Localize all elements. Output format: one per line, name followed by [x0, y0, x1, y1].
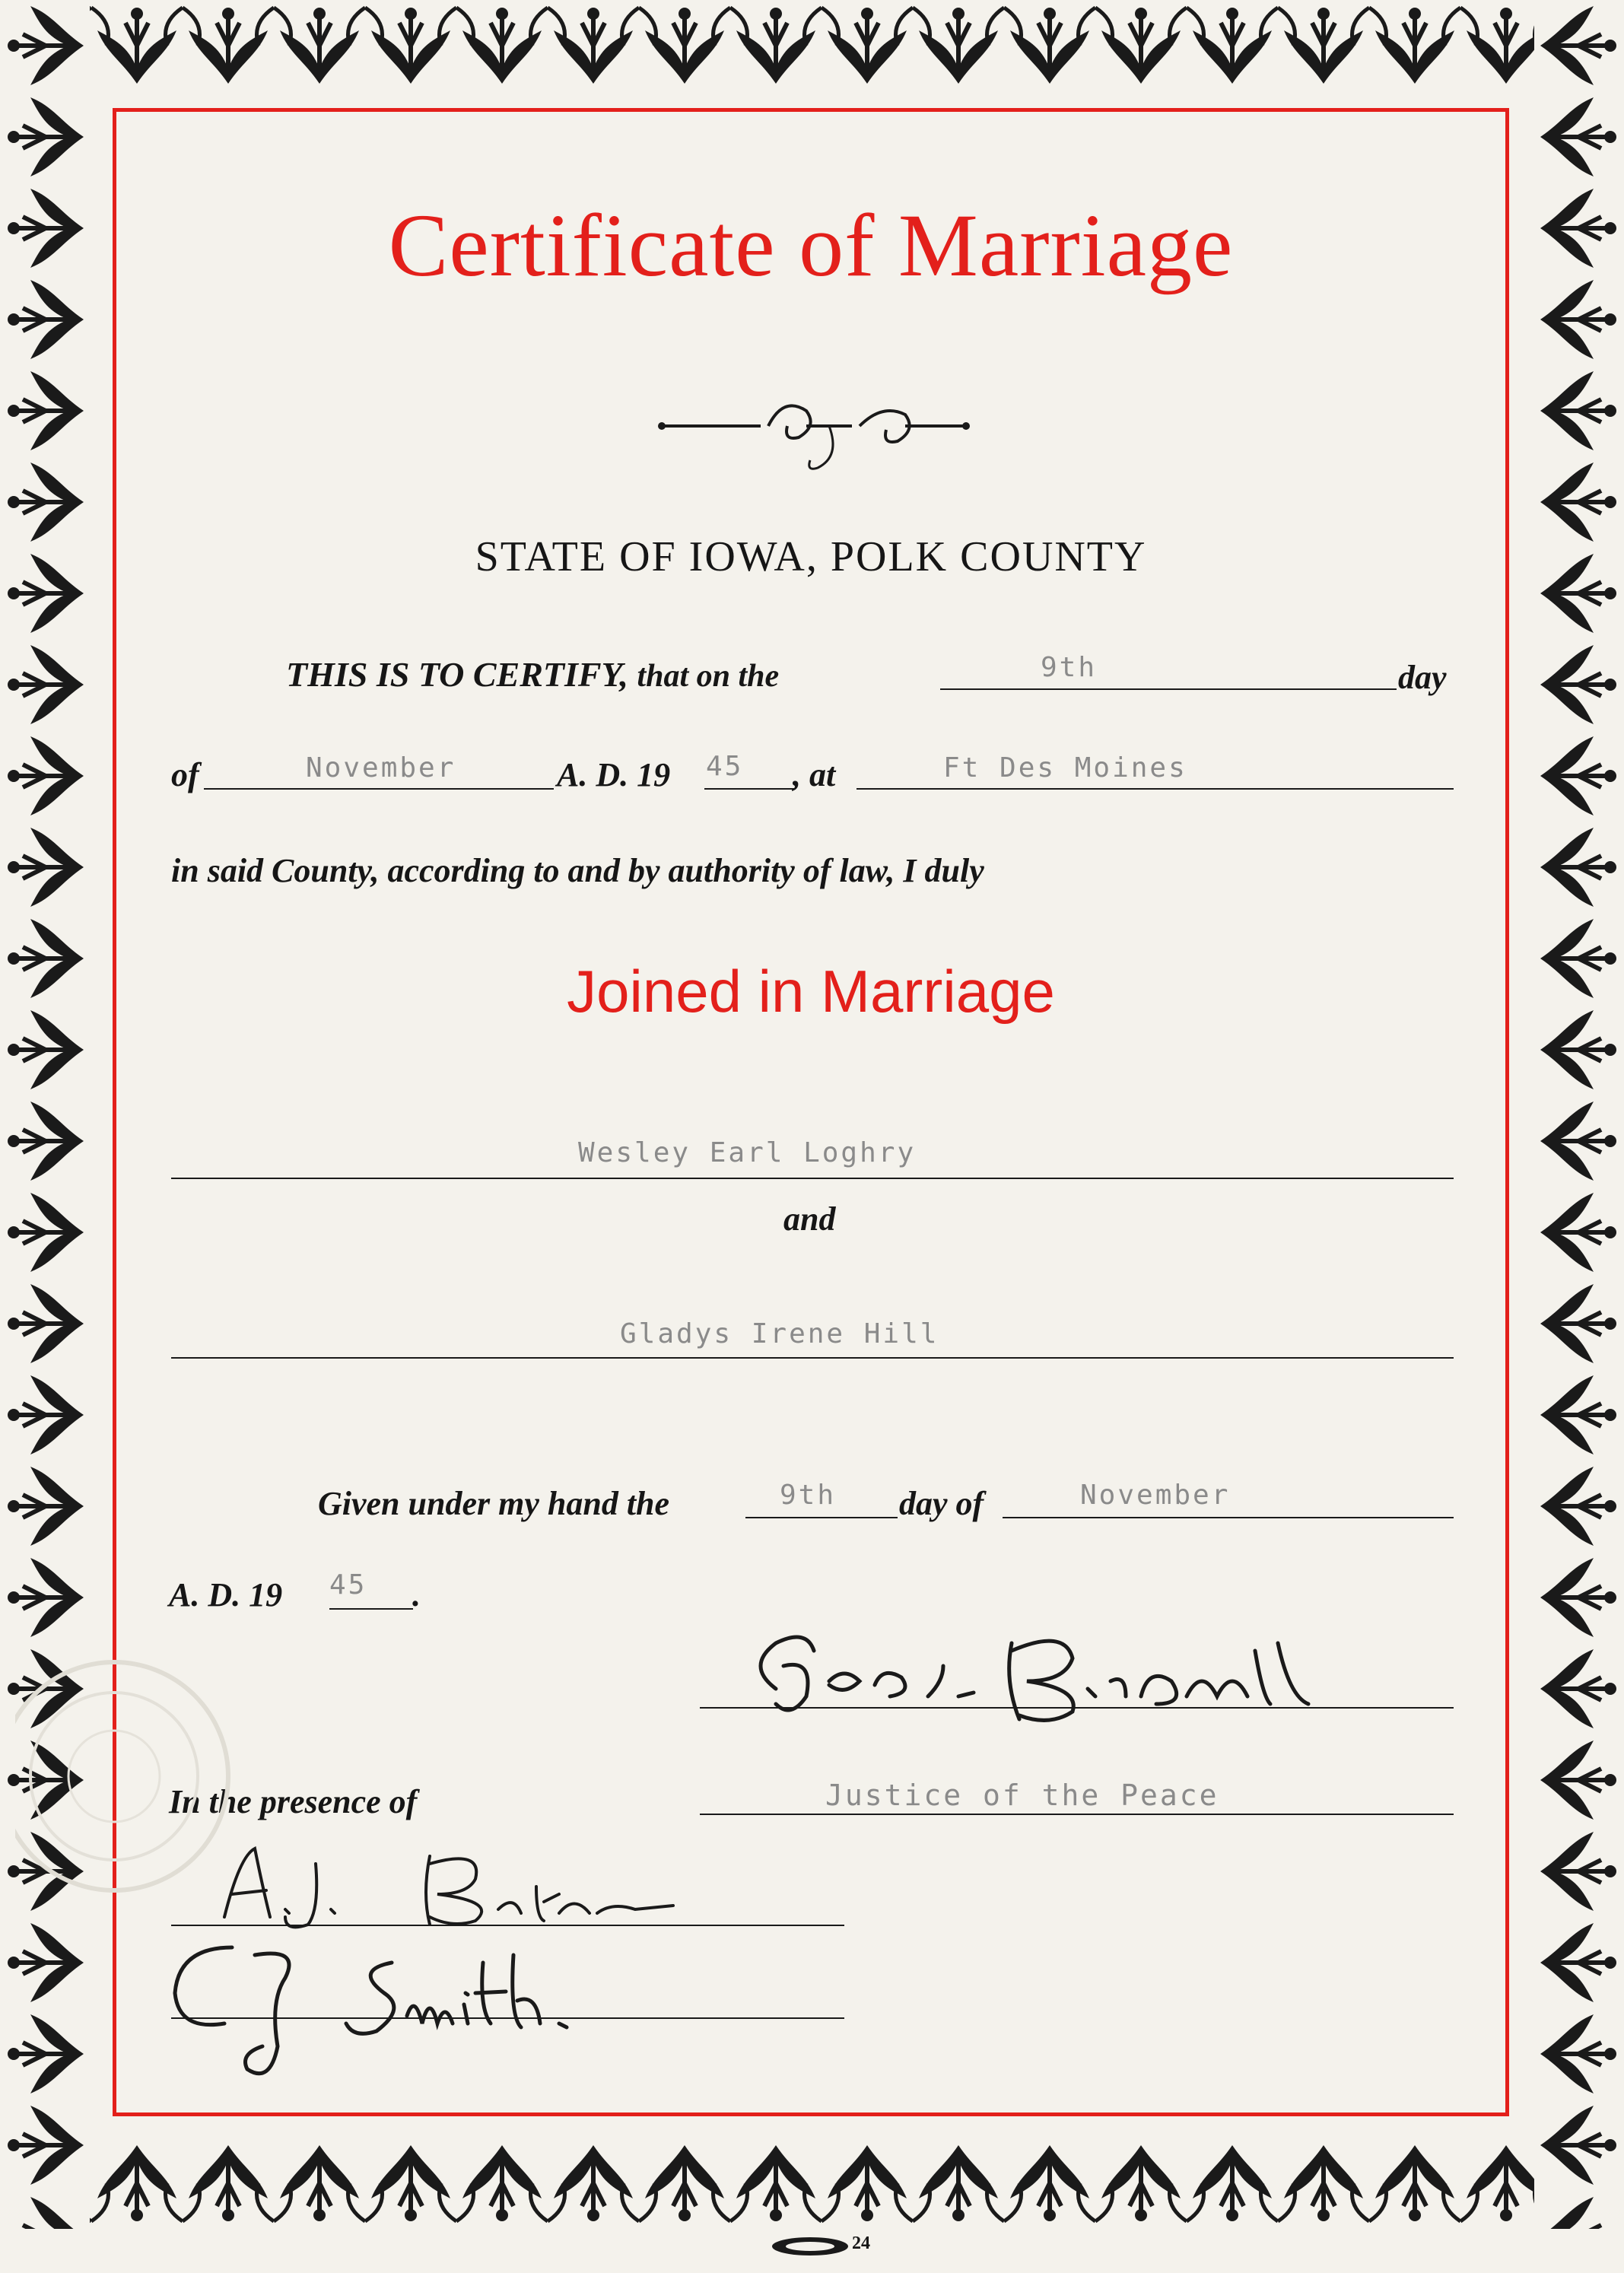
of-label: of	[171, 756, 199, 793]
and-label: and	[783, 1200, 836, 1238]
given-text: Given under my hand the	[318, 1485, 670, 1522]
day-label: day	[1398, 659, 1447, 696]
given-month-line	[1003, 1517, 1454, 1518]
bride-line	[171, 1357, 1454, 1359]
certify-intro-caps: THIS IS TO CERTIFY,	[286, 655, 628, 694]
joined-in-marriage-heading: Joined in Marriage	[567, 958, 1055, 1025]
given-year-line	[329, 1608, 413, 1610]
ad-label: A. D. 19	[557, 756, 671, 793]
ornamental-border-right	[1534, 0, 1624, 2229]
officiant-line	[700, 1707, 1454, 1709]
certify-intro	[286, 656, 779, 695]
day-of-label: day of	[899, 1485, 984, 1522]
certificate-title: Certificate of Marriage	[388, 196, 1234, 295]
year-value: 45	[706, 751, 744, 782]
witness-2-signature	[164, 1932, 590, 2084]
witness-1-signature	[179, 1841, 681, 1932]
certify-intro-rest: that on the	[637, 659, 780, 694]
officiant-title-line	[700, 1814, 1454, 1815]
presence-text: In the presence of	[169, 1783, 418, 1820]
place-value: Ft Des Moines	[943, 752, 1187, 784]
officiant-signature	[730, 1620, 1324, 1734]
place-line	[856, 788, 1454, 790]
ornamental-border-top	[0, 0, 1624, 90]
witness-2-line	[171, 2017, 844, 2019]
given-ad-label: A. D. 19	[169, 1576, 283, 1613]
groom-name: Wesley Earl Loghry	[578, 1137, 917, 1168]
given-period: .	[412, 1576, 421, 1613]
ornamental-border-bottom	[0, 2139, 1624, 2229]
given-day-value: 9th	[780, 1480, 837, 1511]
month-value: November	[306, 752, 456, 784]
authority-text: in said County, according to and by authority of law, I duly	[171, 852, 984, 889]
year-line	[704, 788, 796, 790]
month-line	[204, 788, 554, 790]
witness-1-line	[171, 1925, 844, 1926]
given-month-value: November	[1080, 1480, 1231, 1511]
flourish-ornament	[654, 380, 974, 487]
printer-mark-icon	[768, 2235, 860, 2258]
at-label: , at	[793, 756, 836, 793]
form-number: 24	[852, 2233, 870, 2253]
day-line	[940, 688, 1397, 690]
given-year-value: 45	[329, 1569, 367, 1601]
state-county-heading: STATE OF IOWA, POLK COUNTY	[475, 533, 1147, 580]
bride-name: Gladys Irene Hill	[620, 1318, 939, 1349]
officiant-title: Justice of the Peace	[825, 1779, 1219, 1812]
given-day-line	[745, 1517, 898, 1518]
groom-line	[171, 1178, 1454, 1179]
day-value: 9th	[1041, 652, 1098, 683]
